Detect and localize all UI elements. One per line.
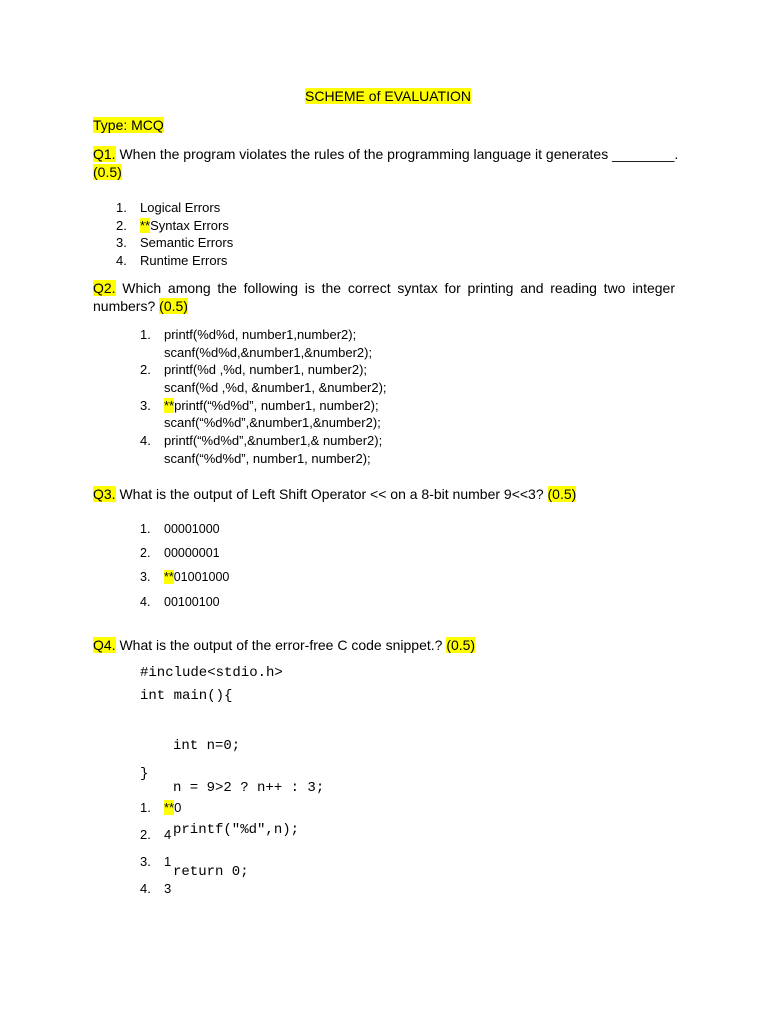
- q2-text-line1: Which among the following is the correct syntax for printing and reading two integer: [115, 280, 675, 296]
- q3-option-num: 1.: [140, 522, 151, 536]
- q4-option-num: 4.: [140, 881, 151, 896]
- q3-option-num: 2.: [140, 546, 151, 560]
- q2-question-cont: [93, 298, 188, 315]
- q1-option: [116, 199, 220, 216]
- q1-option-num: 2.: [116, 218, 127, 233]
- page-title: [305, 88, 471, 105]
- page-title-text: SCHEME of EVALUATION: [305, 88, 471, 104]
- answer-marker: **: [164, 398, 175, 413]
- answer-marker: **: [164, 800, 175, 815]
- q4-option-text: 4: [164, 827, 172, 842]
- code-line: n = 9>2 ? n++ : 3;: [173, 780, 325, 796]
- q4-option: [140, 880, 171, 897]
- q4-option-text: 1: [164, 854, 172, 869]
- q2-option-num: 2.: [140, 362, 151, 377]
- q3-option-text: 00001000: [164, 522, 220, 536]
- q2-option-num: 1.: [140, 327, 151, 342]
- q2-option-line2: scanf(%d ,%d, &number1, &number2);: [164, 380, 387, 395]
- q1-label: Q1.: [93, 146, 116, 162]
- q2-option-line1: printf(%d ,%d, number1, number2);: [164, 362, 368, 377]
- code-close: }: [140, 766, 149, 782]
- q2-option: [140, 432, 382, 449]
- code-body: [173, 711, 324, 893]
- q4-option: [140, 853, 171, 870]
- q2-text-line2: numbers?: [93, 298, 156, 314]
- q1-option: [116, 252, 227, 269]
- q3-label: Q3.: [93, 486, 116, 502]
- code-line: int n=0;: [173, 738, 241, 754]
- q4-option-num: 3.: [140, 854, 151, 869]
- q3-option: [140, 545, 220, 561]
- q4-option-text: 0: [174, 800, 182, 815]
- code-include: #include<stdio.h>: [140, 665, 283, 681]
- q3-option-num: 3.: [140, 570, 151, 584]
- answer-marker: **: [140, 218, 151, 233]
- q3-option-text: 00000001: [164, 546, 220, 560]
- q2-option-line2: scanf(“%d%d”,&number1,&number2);: [164, 415, 381, 430]
- q4-marks: (0.5): [446, 637, 476, 653]
- q2-question: [93, 280, 675, 297]
- q1-option: [116, 234, 233, 251]
- q1-option-num: 3.: [116, 235, 127, 250]
- q2-option-num: 4.: [140, 433, 151, 448]
- q2-option: [140, 397, 379, 414]
- q1-marks-text: (0.5): [93, 164, 122, 180]
- q2-option-num: 3.: [140, 398, 151, 413]
- q2-option-line2: scanf(%d%d,&number1,&number2);: [164, 345, 373, 360]
- q4-text: What is the output of the error-free C code snippet.?: [115, 637, 447, 653]
- q2-option-line2: scanf(“%d%d”, number1, number2);: [164, 451, 371, 466]
- q1-marks: [93, 164, 122, 181]
- q4-option-text: 3: [164, 881, 172, 896]
- code-main: int main(){: [140, 688, 233, 704]
- q3-option-text: 01001000: [173, 570, 230, 584]
- answer-marker: **: [164, 570, 174, 584]
- type-label: [93, 117, 164, 134]
- q1-text: When the program violates the rules of the programming language it generates ________.: [115, 146, 679, 162]
- q4-option-num: 1.: [140, 800, 151, 815]
- q3-option: [140, 569, 229, 585]
- q3-text: What is the output of Left Shift Operator << on a 8-bit number 9<<3?: [115, 486, 548, 502]
- q3-option: [140, 594, 220, 610]
- q2-option: [140, 361, 367, 378]
- q4-option-num: 2.: [140, 827, 151, 842]
- code-line: return 0;: [173, 864, 249, 880]
- q3-option-text: 00100100: [164, 595, 220, 609]
- q4-option: [140, 826, 171, 843]
- code-line: printf("%d",n);: [173, 822, 300, 838]
- q3-marks: (0.5): [547, 486, 577, 502]
- q4-question: [93, 637, 475, 654]
- q1-question: [93, 146, 678, 163]
- q3-option: [140, 521, 220, 537]
- q1-option-num: 4.: [116, 253, 127, 268]
- q1-option-num: 1.: [116, 200, 127, 215]
- q1-option-text: Syntax Errors: [150, 218, 229, 233]
- q3-option-num: 4.: [140, 595, 151, 609]
- q4-label: Q4.: [93, 637, 116, 653]
- q3-question: [93, 486, 576, 503]
- q1-option-text: Logical Errors: [140, 200, 221, 215]
- q1-option-text: Semantic Errors: [140, 235, 234, 250]
- q2-option-line1: printf(%d%d, number1,number2);: [164, 327, 357, 342]
- q2-marks: (0.5): [159, 298, 188, 314]
- q1-option-text: Runtime Errors: [140, 253, 228, 268]
- type-label-text: Type: MCQ: [93, 117, 164, 133]
- q4-option: [140, 799, 181, 816]
- q2-label: Q2.: [93, 280, 116, 296]
- q1-option: [116, 217, 229, 234]
- q2-option-line1: printf(“%d%d”, number1, number2);: [174, 398, 379, 413]
- q2-option-line1: printf(“%d%d”,&number1,& number2);: [164, 433, 383, 448]
- q2-option: [140, 326, 356, 343]
